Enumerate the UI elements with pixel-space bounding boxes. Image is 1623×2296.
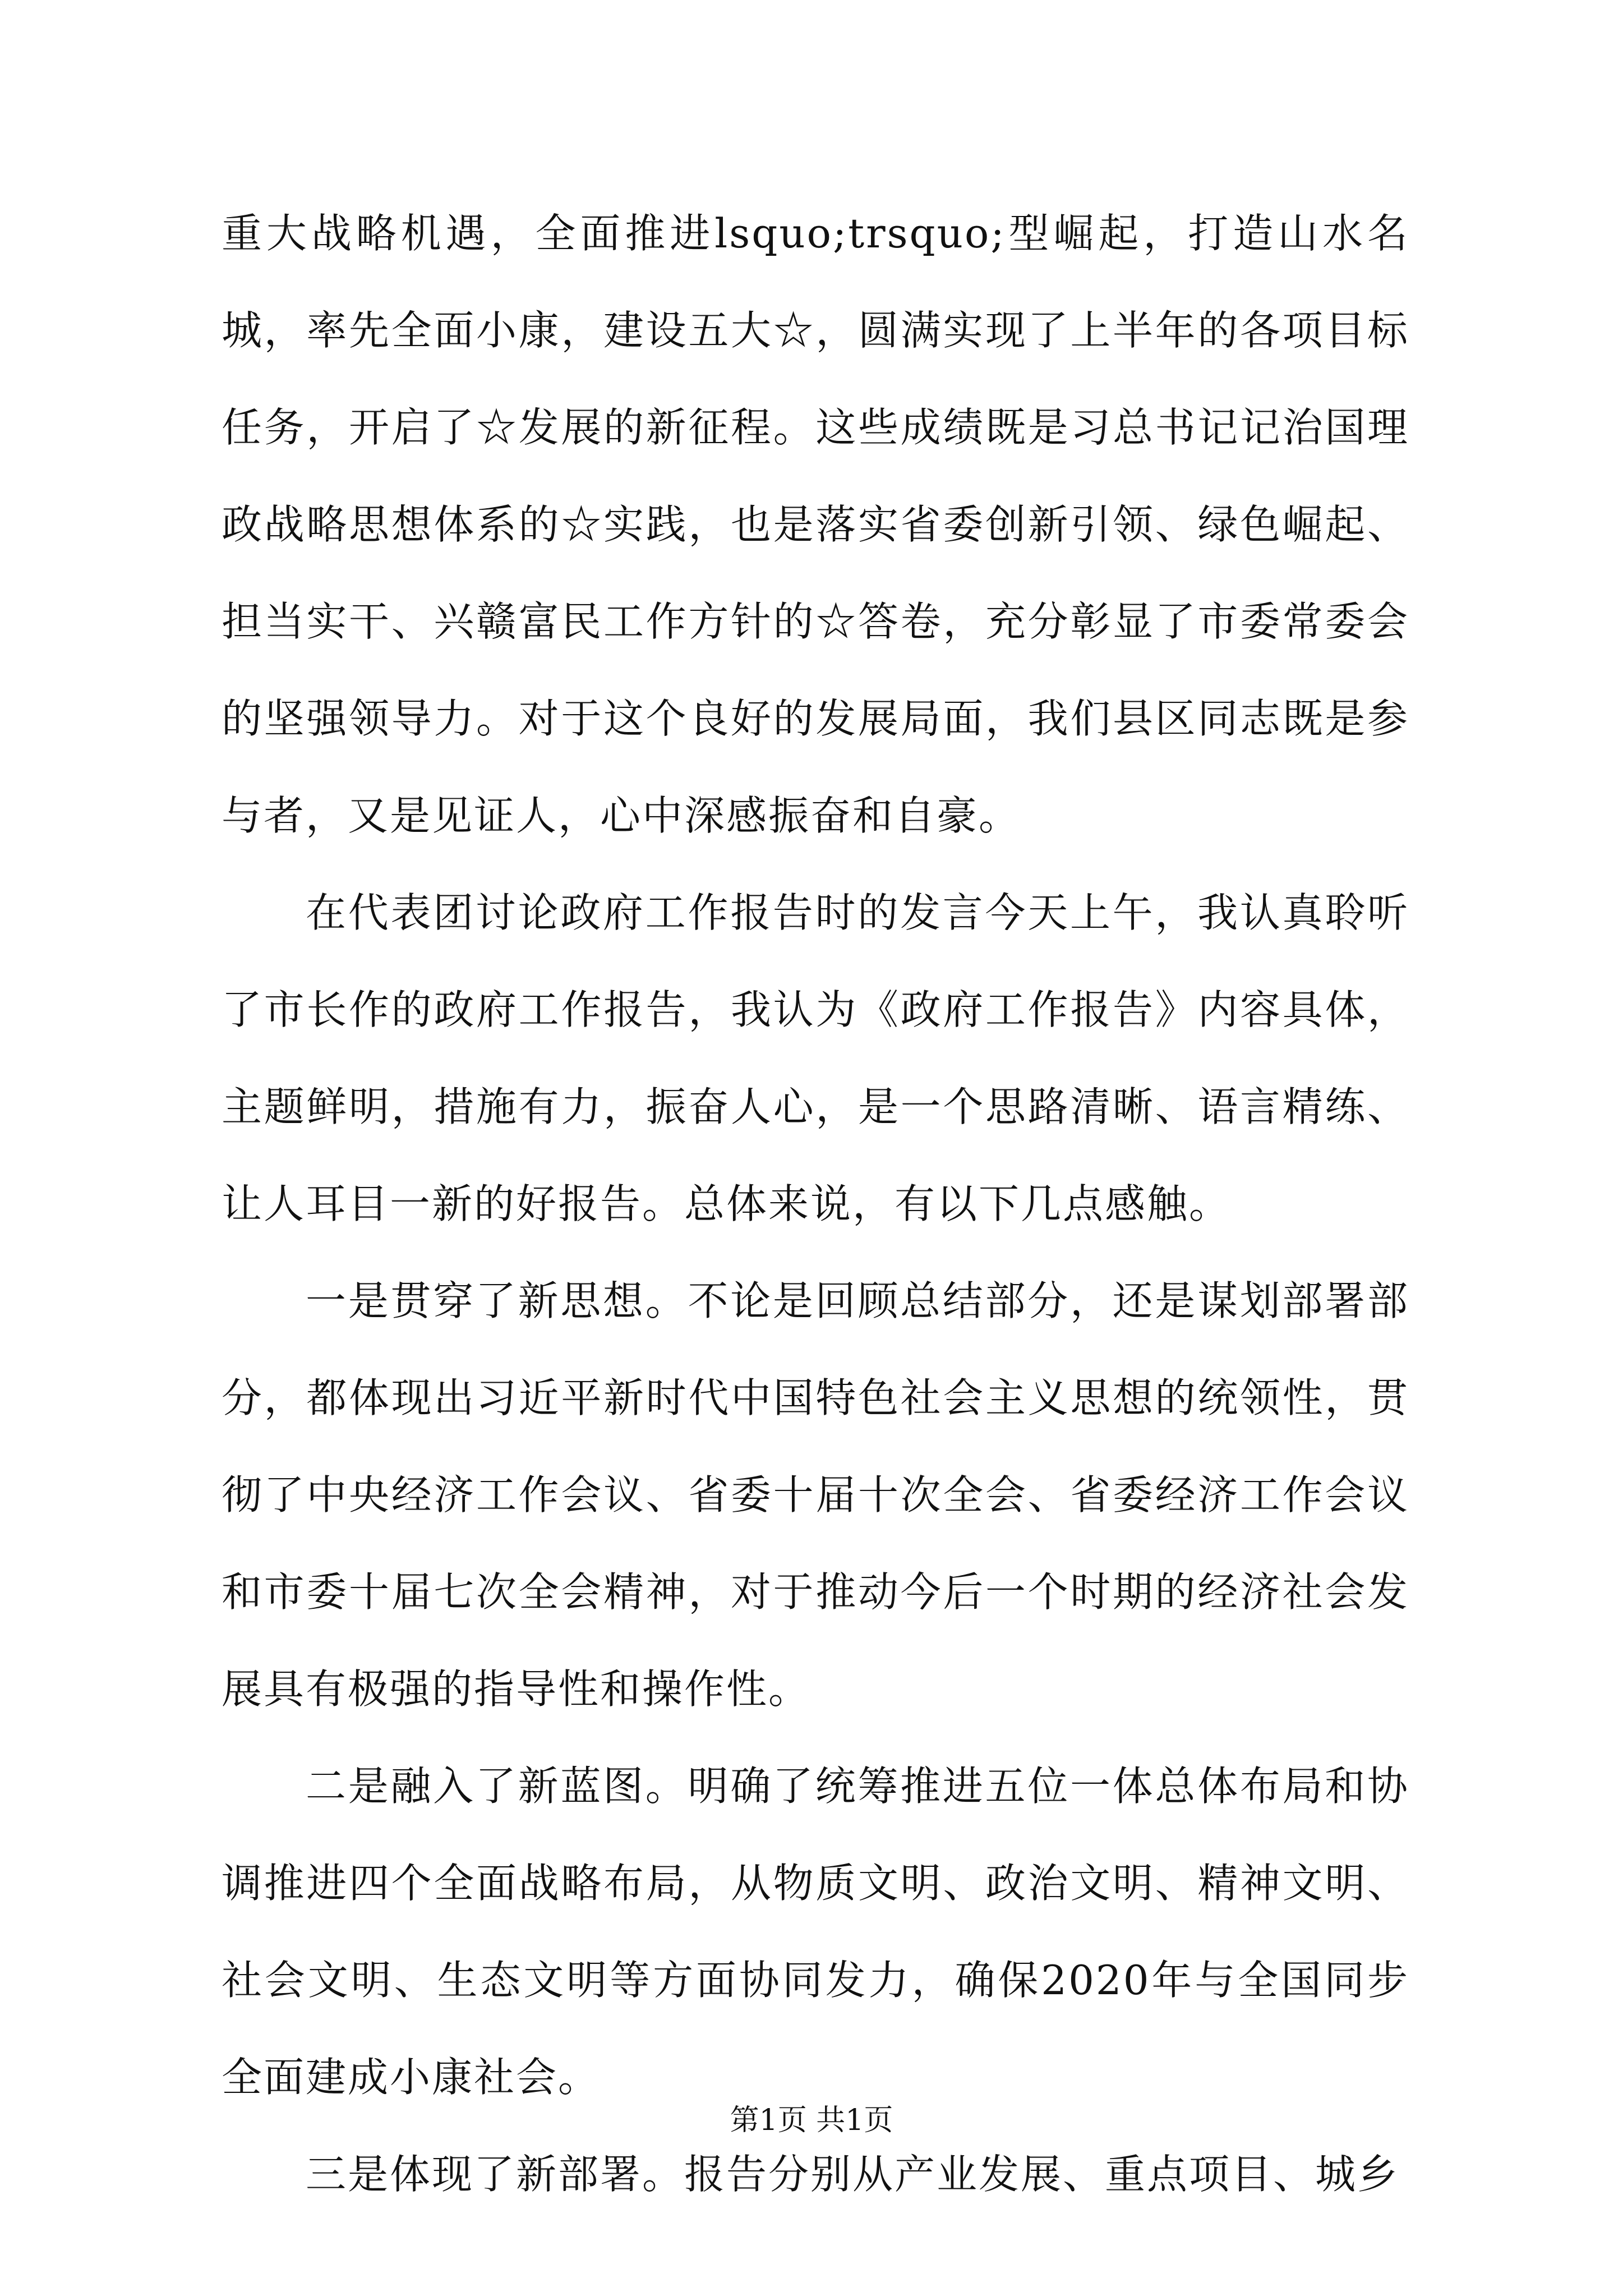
- paragraph-1: 重大战略机遇，全面推进lsquo;trsquo;型崛起，打造山水名城，率先全面小康，建设五大☆，圆满实现了上半年的各项目标任务，开启了☆发展的新征程。这些成绩既是习总书记记治国理政战略思想体系的☆实践，也是落实省委创新引领、绿色崛起、担当实干、兴赣富民工作方针的☆答卷，充分彰显了市委常委会的坚强领导力。对于这个良好的发展局面，我们县区同志既是参与者，又是见证人，心中深感振奋和自豪。: [222, 210, 1409, 839]
- paragraph-2: 在代表团讨论政府工作报告时的发言今天上午，我认真聆听了市长作的政府工作报告，我认为《政府工作报告》内容具体，主题鲜明，措施有力，振奋人心，是一个思路清晰、语言精练、让人耳目一新的好报告。总体来说，有以下几点感触。: [222, 889, 1409, 1227]
- document-body: [222, 185, 1409, 2223]
- paragraph-3: 一是贯穿了新思想。不论是回顾总结部分，还是谋划部署部分，都体现出习近平新时代中国特色社会主义思想的统领性，贯彻了中央经济工作会议、省委十届十次全会、省委经济工作会议和市委十届七次全会精神，对于推动今后一个时期的经济社会发展具有极强的指导性和操作性。: [222, 1277, 1409, 1713]
- paragraph-5: 三是体现了新部署。报告分别从产业发展、重点项目、城乡: [306, 2151, 1400, 2198]
- paragraph-4: 二是融入了新蓝图。明确了统筹推进五位一体总体布局和协调推进四个全面战略布局，从物质文明、政治文明、精神文明、社会文明、生态文明等方面协同发力，确保2020年与全国同步全面建成小康社会。: [222, 1763, 1409, 2101]
- page-footer: 第1页 共1页: [730, 2104, 893, 2137]
